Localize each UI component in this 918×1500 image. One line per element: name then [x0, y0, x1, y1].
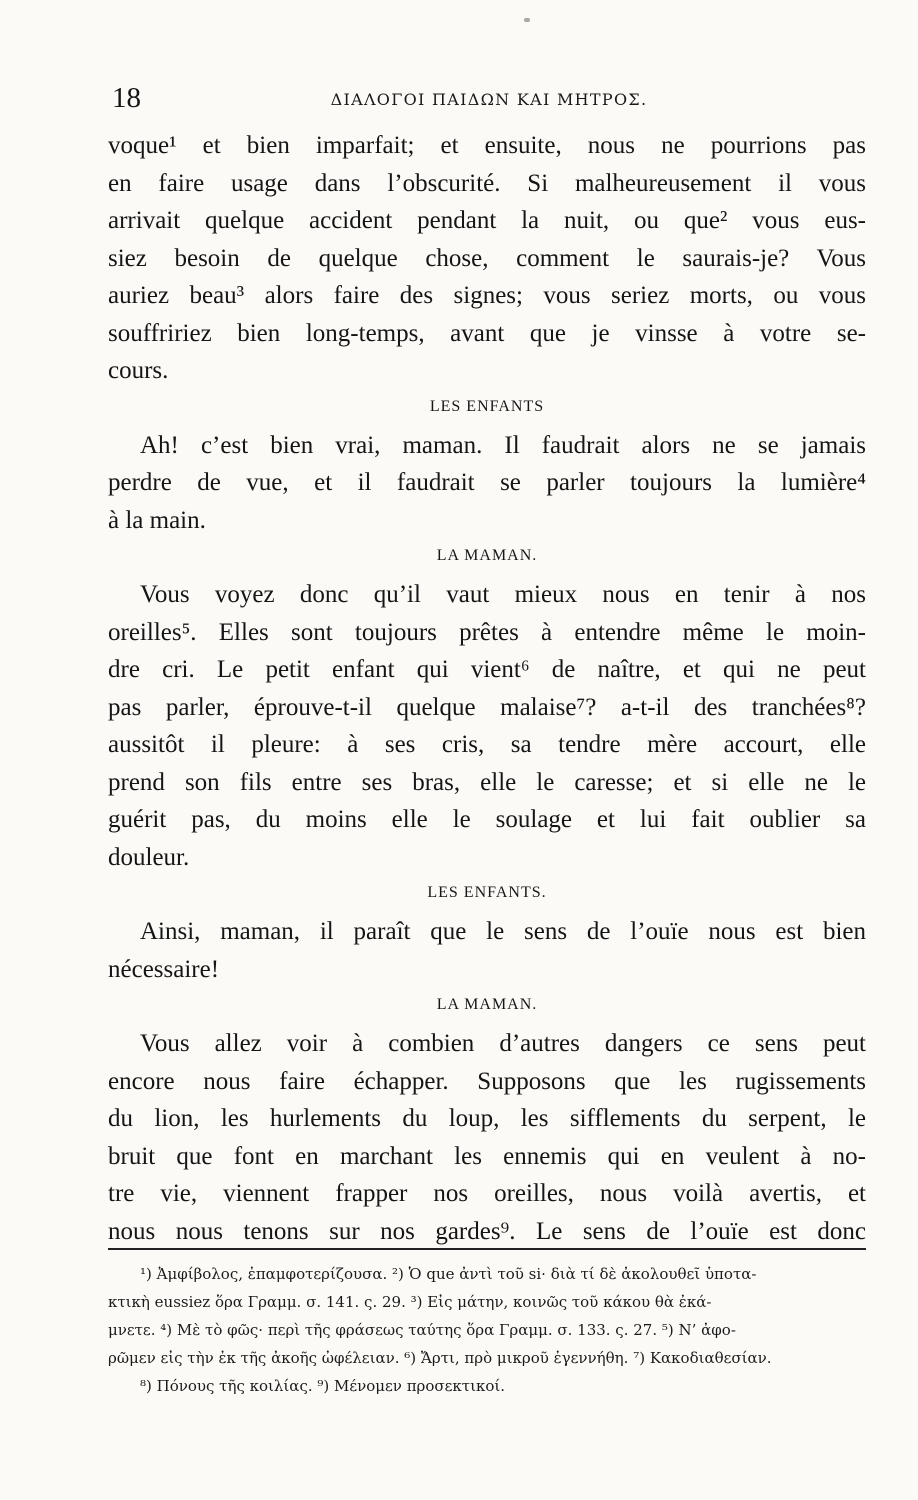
footnote-line: ⁸) Πόνους τῆς κοιλίας. ⁹) Μένομεν προσεκτικοί. — [140, 1377, 506, 1395]
text-line: du lion, les hurlements du loup, les sifflements du serpent, le — [108, 1105, 866, 1132]
footnote-line: ρῶμεν εἰς τὴν ἐκ τῆς ἀκοῆς ὠφέλειαν. ⁶) Ἄρτι, πρὸ μικροῦ ἐγεννήθη. ⁷) Κακοδιαθεσίαν. — [108, 1349, 772, 1367]
footnotes — [108, 1260, 868, 1400]
text-line: perdre de vue, et il faudrait se parler toujours la lumière⁴ — [108, 469, 866, 496]
text-line: bruit que font en marchant les ennemis qui en veulent à no- — [108, 1142, 866, 1170]
footnote-line: κτικὴ eussiez ὅρα Γραμμ. σ. 141. ς. 29. ³) Εἰς μάτην, κοινῶς τοῦ κάκου θὰ ἐκά- — [108, 1293, 712, 1311]
text-line: auriez beau³ alors faire des signes; vous seriez morts, ou vous — [108, 282, 866, 309]
footnote-line: μνετε. ⁴) Μὲ τὸ φῶς· περὶ τῆς φράσεως ταύτης ὅρα Γραμμ. σ. 133. ς. 27. ⁵) Ν’ ἀφο- — [108, 1321, 736, 1339]
text-line: Ainsi, maman, il paraît que le sens de l’ouïe nous est bien — [140, 918, 866, 945]
speaker-heading: LA MAMAN. — [436, 996, 538, 1013]
footnote-divider — [108, 1248, 866, 1250]
text-line: nécessaire! — [108, 955, 220, 983]
main-text — [108, 127, 866, 1245]
running-title: ΔΙΑΛΟΓΟΙ ΠΑΙΔΩΝ ΚΑΙ ΜΗΤΡΟΣ. — [330, 90, 648, 109]
text-line: pas parler, éprouve-t-il quelque malaise⁷? a-t-il des tranchées⁸? — [108, 693, 866, 721]
text-line: arrivait quelque accident pendant la nuit, ou que² vous eus- — [108, 207, 866, 234]
text-line: encore nous faire échapper. Supposons que les rugissements — [108, 1067, 866, 1095]
text-line: prend son fils entre ses bras, elle le caresse; et si elle ne le — [108, 768, 866, 796]
text-line: nous nous tenons sur nos gardes⁹. Le sens de l’ouïe est donc — [108, 1217, 866, 1245]
speaker-heading: LA MAMAN. — [436, 547, 538, 564]
page-header — [112, 82, 866, 122]
footnote-line: ¹) Ἀμφίβολος, ἐπαμφοτερίζουσα. ²) Ὁ que ἀντὶ τοῦ si· διὰ τί δὲ ἀκολουθεῖ ὑποτα- — [140, 1265, 757, 1283]
text-line: aussitôt il pleure: à ses cris, sa tendre mère accourt, elle — [108, 731, 866, 758]
text-line: Vous allez voir à combien d’autres dangers ce sens peut — [140, 1030, 866, 1057]
text-line: Vous voyez donc qu’il vaut mieux nous en tenir à nos — [140, 581, 866, 608]
text-line: guérit pas, du moins elle le soulage et lui fait oublier sa — [108, 806, 866, 833]
text-line: siez besoin de quelque chose, comment le saurais-je? Vous — [108, 244, 866, 272]
text-line: cours. — [108, 357, 169, 384]
text-line: dre cri. Le petit enfant qui vient⁶ de naître, et qui ne peut — [108, 656, 866, 683]
speaker-heading: LES ENFANTS. — [427, 884, 547, 901]
text-line: douleur. — [108, 843, 190, 871]
text-line: à la main. — [108, 506, 206, 534]
text-line: en faire usage dans l’obscurité. Si malheureusement il vous — [108, 169, 866, 197]
page-number: 18 — [112, 82, 141, 114]
speaker-heading: LES ENFANTS — [429, 397, 545, 415]
text-line: Ah! c’est bien vrai, maman. Il faudrait alors ne se jamais — [140, 431, 866, 459]
text-line: souffririez bien long-temps, avant que je vinsse à votre se- — [108, 319, 866, 347]
text-line: voque¹ et bien imparfait; et ensuite, nous ne pourrions pas — [108, 132, 866, 159]
text-line: tre vie, viennent frapper nos oreilles, nous voilà avertis, et — [108, 1180, 866, 1207]
print-speck — [524, 18, 530, 22]
text-line: oreilles⁵. Elles sont toujours prêtes à entendre même le moin- — [108, 618, 866, 646]
